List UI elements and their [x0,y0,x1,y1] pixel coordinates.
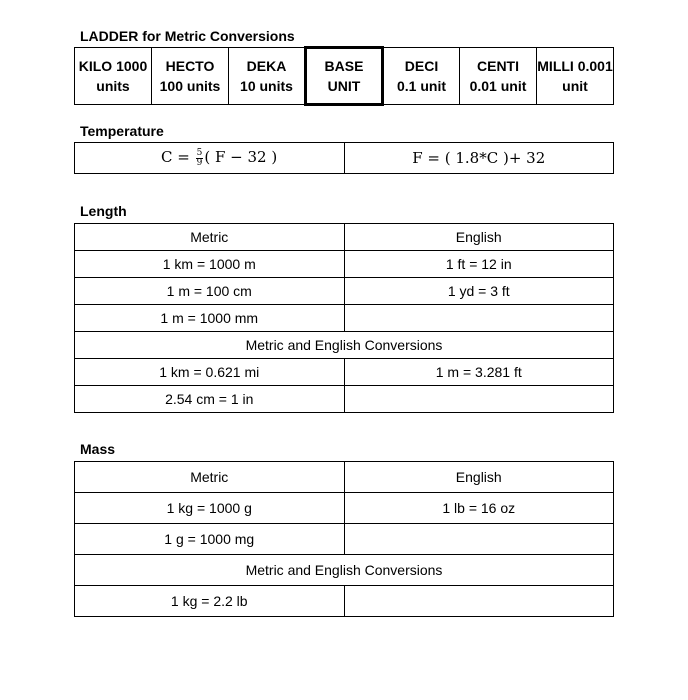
temperature-title: Temperature [80,123,164,139]
ladder-cell-line1: MILLI 0.001 [537,58,613,74]
table-row [75,359,614,386]
temperature-row [75,143,614,174]
table-cell [344,524,614,555]
ladder-title: LADDER for Metric Conversions [80,28,295,44]
ladder-cell-line2: unit [562,78,588,94]
table-row [75,251,614,278]
column-header-english: English [344,224,614,251]
table-cell: 2.54 cm = 1 in [75,386,345,413]
table-cell: 1 m = 100 cm [75,278,345,305]
table-row [75,386,614,413]
ladder-cell-line2: UNIT [327,78,361,94]
temperature-table [74,142,614,174]
conversions-label: Metric and English Conversions [75,555,614,586]
ladder-cell-line1: BASE [324,58,364,74]
ladder-cell-deka [229,48,306,105]
conversions-label-row [75,332,614,359]
ladder-cell-line2: 100 units [159,78,221,94]
mass-title: Mass [80,441,116,457]
table-row [75,524,614,555]
ladder-cell-deci [383,48,460,105]
ladder-cell-line1: DECI [404,58,439,74]
ladder-cell-kilo [75,48,152,105]
ladder-cell-centi [460,48,537,105]
conversions-label-row [75,555,614,586]
ladder-cell-line2: 0.01 unit [469,78,527,94]
mass-table [74,461,614,617]
length-table [74,223,614,413]
conversions-label: Metric and English Conversions [75,332,614,359]
column-header-english: English [344,462,614,493]
ladder-cell-base [306,48,383,105]
fraction-denominator: 9 [196,157,203,168]
table-cell: 1 g = 1000 mg [75,524,345,555]
table-cell [344,386,614,413]
length-title: Length [80,203,127,219]
table-header-row [75,224,614,251]
ladder-cell-line1: CENTI [477,58,519,74]
fahrenheit-formula: F = ( 1.8*C )+ 32 [344,143,614,174]
table-cell: 1 kg = 1000 g [75,493,345,524]
ladder-cell-line2: units [96,78,130,94]
column-header-metric: Metric [75,462,345,493]
table-row [75,278,614,305]
ladder-cell-milli [537,48,614,105]
ladder-cell-line2: 0.1 unit [396,78,446,94]
table-cell: 1 ft = 12 in [344,251,614,278]
table-cell: 1 kg = 2.2 lb [75,586,345,617]
table-cell: 1 m = 1000 mm [75,305,345,332]
table-row [75,305,614,332]
table-header-row [75,462,614,493]
table-cell: 1 m = 3.281 ft [344,359,614,386]
celsius-formula-prefix: C = [161,148,195,167]
table-cell: 1 yd = 3 ft [344,278,614,305]
table-cell [344,586,614,617]
celsius-formula-suffix: ( F − 32 ) [204,148,278,167]
table-cell [344,305,614,332]
table-cell: 1 km = 1000 m [75,251,345,278]
celsius-formula [75,143,345,174]
column-header-metric: Metric [75,224,345,251]
table-row [75,493,614,524]
ladder-table [74,46,614,106]
fraction-numerator: 5 [196,147,203,158]
ladder-cell-line1: HECTO [165,58,215,74]
ladder-cell-hecto [152,48,229,105]
ladder-cell-line1: KILO 1000 [78,58,148,74]
ladder-cell-line2: 10 units [240,78,293,94]
table-cell: 1 lb = 16 oz [344,493,614,524]
ladder-row [75,48,614,105]
table-row [75,586,614,617]
ladder-cell-line1: DEKA [246,58,287,74]
fraction [196,149,204,168]
table-cell: 1 km = 0.621 mi [75,359,345,386]
